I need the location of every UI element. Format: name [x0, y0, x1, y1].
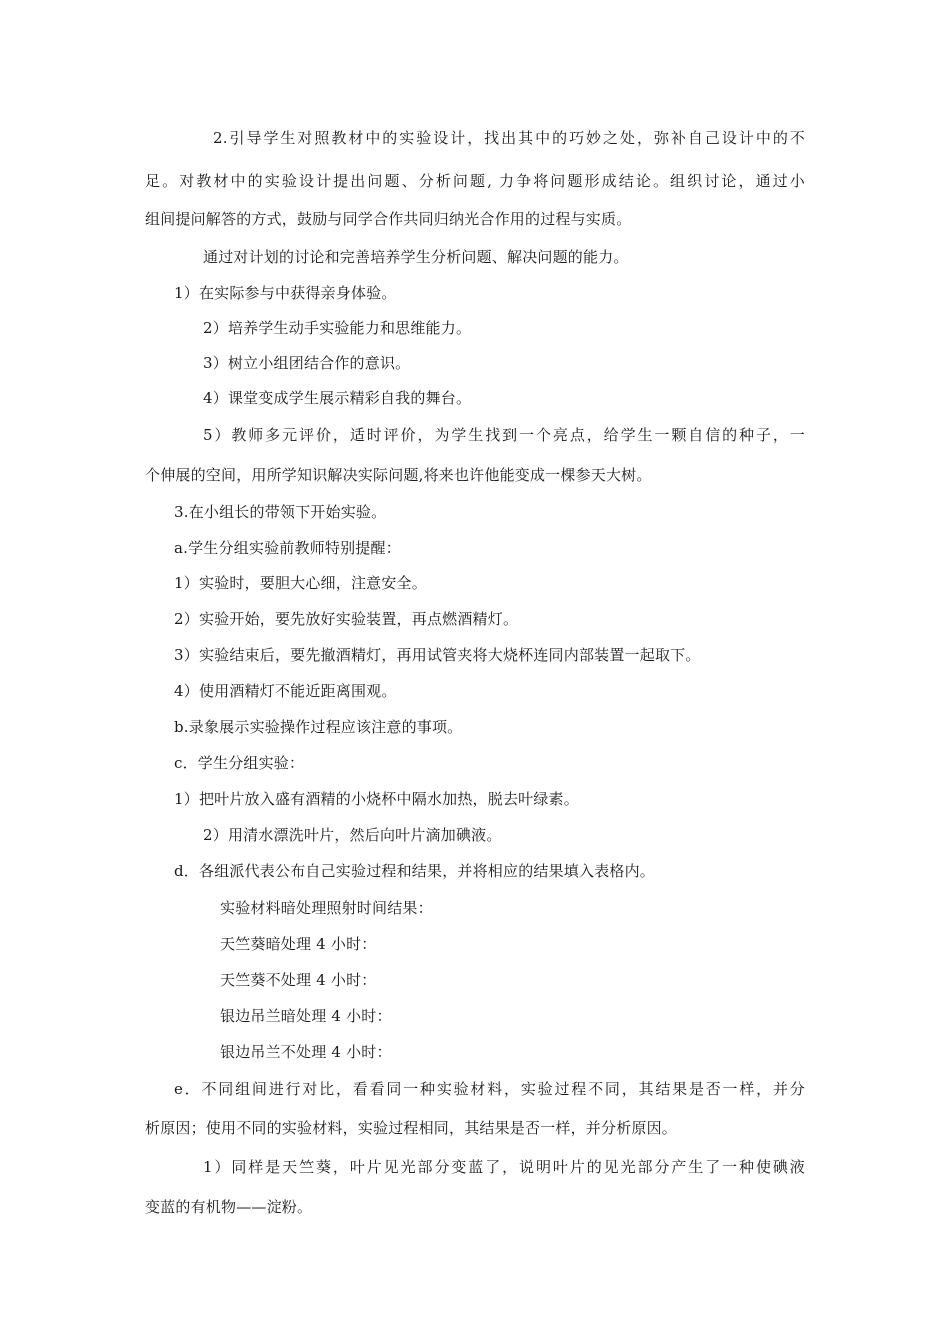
section-a-item-4: 4）使用酒精灯不能近距离围观。	[174, 682, 397, 700]
paragraph-2-line-3: 组间提问解答的方式，鼓励与同学合作共同归纳光合作用的过程与实质。	[145, 210, 632, 228]
section-e-item-1-line-2: 变蓝的有机物——淀粉。	[145, 1198, 313, 1216]
paragraph-2-line-1: 2.引导学生对照教材中的实验设计，找出其中的巧妙之处，弥补自己设计中的不	[213, 129, 805, 147]
results-row-3: 银边吊兰暗处理 4 小时：	[220, 1007, 392, 1025]
section-e-item-1-line-1: 1）同样是天竺葵，叶片见光部分变蓝了，说明叶片的见光部分产生了一种使碘液	[203, 1158, 805, 1176]
section-a-heading: a.学生分组实验前教师特别提醒：	[174, 539, 401, 557]
section-b: b.录象展示实验操作过程应该注意的事项。	[174, 718, 463, 736]
section-c-item-1: 1）把叶片放入盛有酒精的小烧杯中隔水加热，脱去叶绿素。	[174, 790, 579, 808]
results-table-heading: 实验材料暗处理照射时间结果：	[220, 899, 433, 917]
goal-item-3: 3）树立小组团结合作的意识。	[203, 354, 411, 372]
results-row-2: 天竺葵不处理 4 小时：	[220, 971, 377, 989]
goal-item-5-line-1: 5）教师多元评价，适时评价，为学生找到一个亮点，给学生一颗自信的种子，一	[203, 426, 805, 444]
section-a-item-3: 3）实验结束后，要先撤酒精灯，再用试管夹将大烧杯连同内部装置一起取下。	[174, 646, 701, 664]
step-3-heading: 3.在小组长的带领下开始实验。	[174, 503, 387, 521]
results-row-4: 银边吊兰不处理 4 小时：	[220, 1043, 392, 1061]
goal-item-5-line-2: 个伸展的空间，用所学知识解决实际问题,将来也许他能变成一棵参天大树。	[145, 466, 652, 484]
section-c-item-2: 2）用清水漂洗叶片，然后向叶片滴加碘液。	[203, 826, 502, 844]
section-e-line-1: e．不同组间进行对比，看看同一种实验材料，实验过程不同，其结果是否一样，并分	[174, 1080, 805, 1098]
goal-item-2: 2）培养学生动手实验能力和思维能力。	[203, 319, 472, 337]
paragraph-discussion: 通过对计划的讨论和完善培养学生分析问题、解决问题的能力。	[203, 248, 629, 266]
goal-item-1: 1）在实际参与中获得亲身体验。	[174, 284, 397, 302]
section-e-line-2: 析原因；使用不同的实验材料，实验过程相同，其结果是否一样，并分析原因。	[145, 1119, 678, 1137]
paragraph-2-line-2: 足。对教材中的实验设计提出问题、分析问题, 力争将问题形成结论。组织讨论，通过小	[145, 172, 805, 190]
section-d: d．各组派代表公布自己实验过程和结果，并将相应的结果填入表格内。	[174, 862, 656, 880]
section-a-item-1: 1）实验时，要胆大心细，注意安全。	[174, 574, 427, 592]
goal-item-4: 4）课堂变成学生展示精彩自我的舞台。	[203, 389, 472, 407]
section-c-heading: c．学生分组实验：	[174, 754, 305, 772]
results-row-1: 天竺葵暗处理 4 小时：	[220, 935, 377, 953]
section-a-item-2: 2）实验开始，要先放好实验装置，再点燃酒精灯。	[174, 610, 519, 628]
